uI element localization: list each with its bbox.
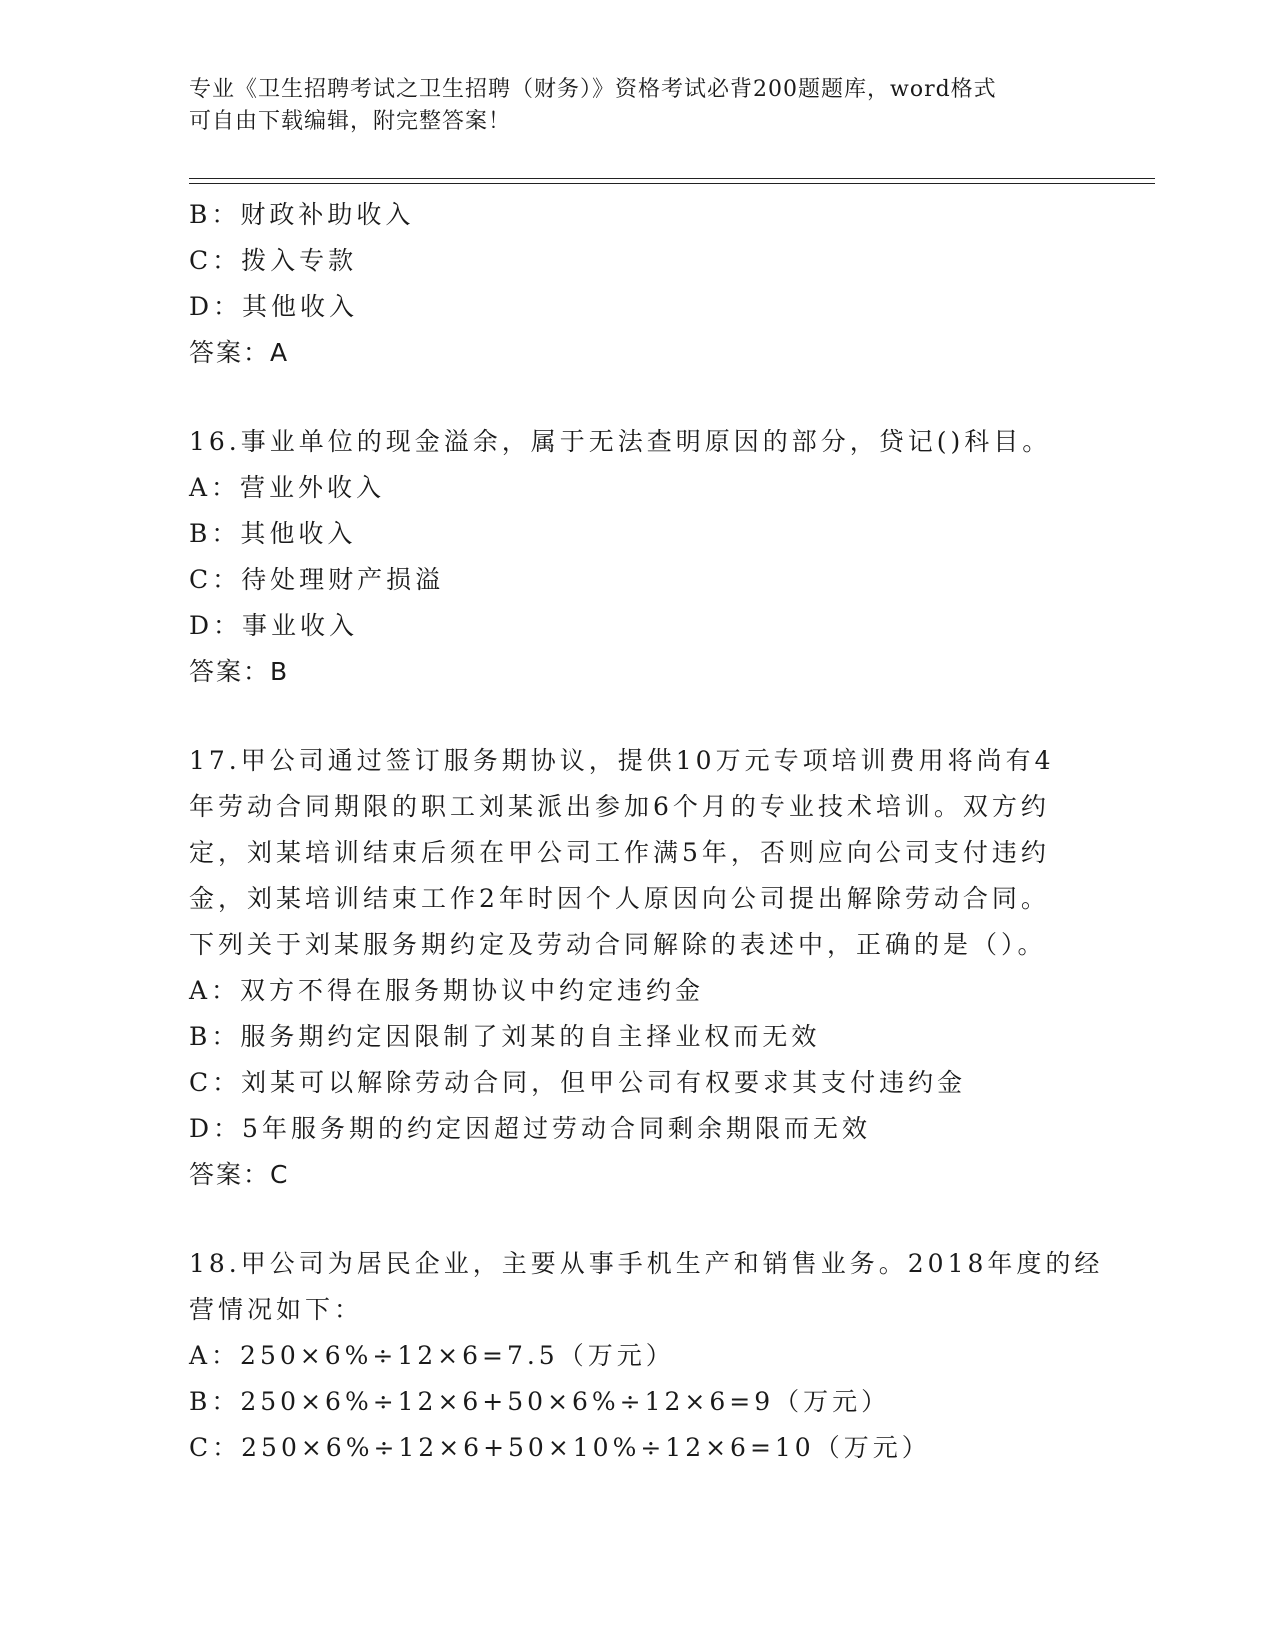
q18-option-b: B：250×6%÷12×6+50×6%÷12×6=9（万元） [189, 1387, 891, 1416]
question-content [189, 192, 1104, 1471]
q15-option-b: B：财政补助收入 [189, 200, 415, 229]
q16-option-c: C：待处理财产损溢 [189, 565, 445, 594]
header-title-line-1: 专业《卫生招聘考试之卫生招聘（财务）》资格考试必背200题题库，word格式 [189, 77, 997, 102]
q17-option-b: B：服务期约定因限制了刘某的自主择业权而无效 [189, 1022, 821, 1051]
q17-stem-line-1: 17.甲公司通过签订服务期协议，提供10万元专项培训费用将尚有4 [189, 746, 1055, 775]
q16-option-b: B：其他收入 [189, 519, 357, 548]
q18-stem-line-1: 18.甲公司为居民企业，主要从事手机生产和销售业务。2018年度的经 [189, 1249, 1104, 1278]
q17-stem-line-3: 定，刘某培训结束后须在甲公司工作满5年，否则应向公司支付违约 [189, 838, 1050, 867]
question-16 [189, 419, 1089, 695]
q17-stem-line-2: 年劳动合同期限的职工刘某派出参加6个月的专业技术培训。双方约 [189, 792, 1050, 821]
header-divider-top [189, 178, 1155, 179]
spacer [189, 376, 1089, 419]
q17-stem-line-4: 金，刘某培训结束工作2年时因个人原因向公司提出解除劳动合同。 [189, 884, 1050, 913]
q15-option-c: C：拨入专款 [189, 246, 358, 275]
q16-answer: 答案：B [189, 657, 290, 686]
q15-option-d: D：其他收入 [189, 292, 359, 321]
spacer [189, 1198, 1089, 1241]
q18-option-a: A：250×6%÷12×6=7.5（万元） [189, 1341, 675, 1370]
document-header [189, 74, 1089, 138]
q18-option-c: C：250×6%÷12×6+50×10%÷12×6=10（万元） [189, 1433, 931, 1462]
q16-stem: 16.事业单位的现金溢余，属于无法查明原因的部分，贷记()科目。 [189, 427, 1052, 456]
header-title-line-2: 可自由下载编辑，附完整答案！ [189, 109, 512, 134]
q17-option-d: D：5年服务期的约定因超过劳动合同剩余期限而无效 [189, 1114, 871, 1143]
q17-option-c: C：刘某可以解除劳动合同，但甲公司有权要求其支付违约金 [189, 1068, 967, 1097]
q16-option-a: A：营业外收入 [189, 473, 386, 502]
q17-answer: 答案：C [189, 1160, 290, 1189]
q17-stem-line-5: 下列关于刘某服务期约定及劳动合同解除的表述中，正确的是（）。 [189, 930, 1047, 959]
q16-option-d: D：事业收入 [189, 611, 359, 640]
header-divider-bottom [189, 183, 1155, 184]
question-17 [189, 738, 1089, 1198]
q15-answer: 答案：A [189, 338, 290, 367]
spacer [189, 695, 1089, 738]
q17-option-a: A：双方不得在服务期协议中约定违约金 [189, 976, 705, 1005]
question-18 [189, 1241, 1104, 1471]
question-15-tail [189, 192, 1089, 376]
q18-stem-line-2: 营情况如下： [189, 1295, 364, 1324]
